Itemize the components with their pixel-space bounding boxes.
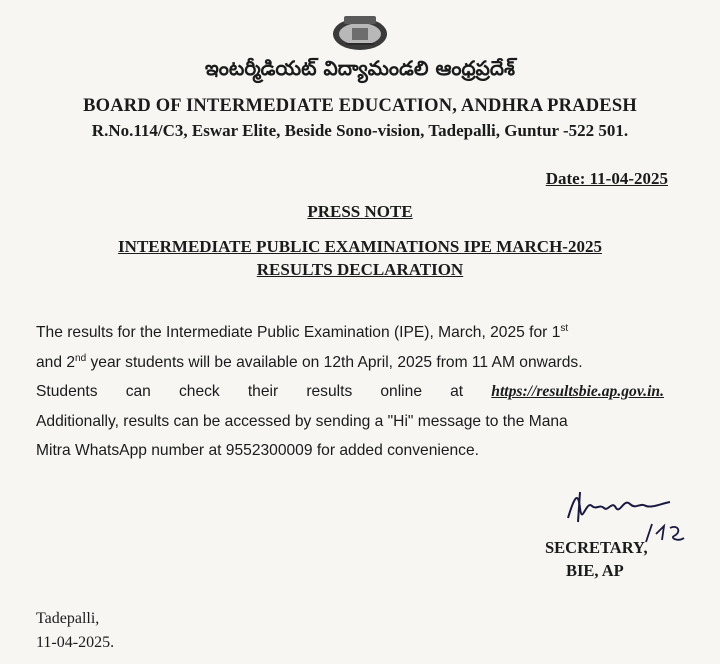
results-declaration-title: RESULTS DECLARATION	[256, 260, 464, 279]
telugu-board-name: ఇంటర్మీడియట్ విద్యామండలి ఆంధ్రప్రదేశ్	[204, 56, 516, 80]
signatory-title: SECRETARY,	[545, 538, 648, 557]
footer-place: Tadepalli,	[36, 610, 100, 627]
body-line-4: Additionally, results can be accessed by sending a "Hi" message to the Mana	[36, 412, 568, 430]
exam-title: INTERMEDIATE PUBLIC EXAMINATIONS IPE MARCH-2025	[118, 237, 602, 256]
press-note-heading: PRESS NOTE	[307, 202, 413, 221]
body-line-3: Students can check their results online at https://resultsbie.ap.gov.in.	[36, 377, 664, 407]
signatory-office: BIE, AP	[566, 561, 624, 580]
note-date: Date: 11-04-2025	[545, 169, 668, 188]
results-website-link[interactable]: https://resultsbie.ap.gov.in.	[491, 383, 664, 400]
body-line-5: Mitra WhatsApp number at 9552300009 for added convenience.	[36, 442, 479, 459]
footer-date: 11-04-2025.	[36, 634, 115, 651]
body-line-2: and 2nd year students will be available on 12th April, 2025 from 11 AM onwards.	[36, 352, 583, 371]
board-address: R.No.114/C3, Eswar Elite, Beside Sono-vision, Tadepalli, Guntur -522 501.	[91, 121, 629, 140]
board-name: BOARD OF INTERMEDIATE EDUCATION, ANDHRA PRADESH	[83, 96, 637, 116]
board-emblem-logo	[330, 10, 390, 52]
announcement-body	[36, 318, 664, 466]
body-line-1: The results for the Intermediate Public Examination (IPE), March, 2025 for 1st	[36, 322, 569, 341]
